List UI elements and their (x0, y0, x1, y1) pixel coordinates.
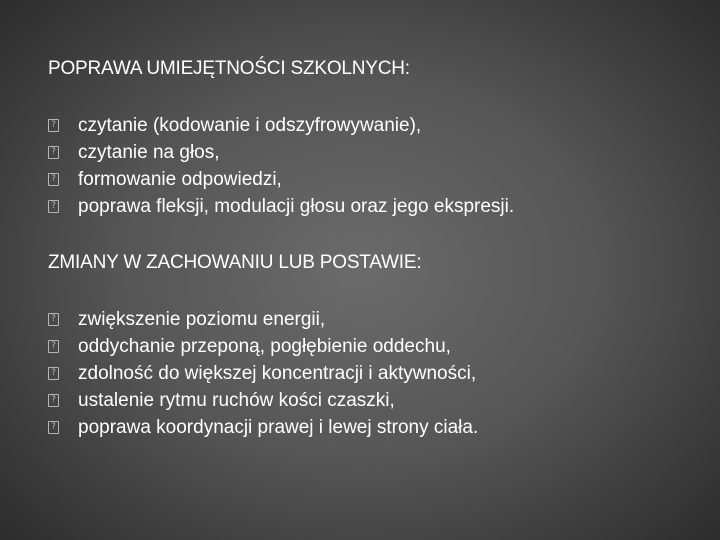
missing-glyph-box-icon (48, 421, 59, 434)
missing-glyph-box-icon (48, 340, 59, 353)
list-item-text: poprawa fleksji, modulacji głosu oraz jego ekspresji. (78, 196, 515, 217)
list-item-text: zwiększenie poziomu energii, (78, 309, 326, 330)
missing-glyph-box-icon (48, 313, 59, 326)
section-heading-skills: POPRAWA UMIEJĘTNOŚCI SZKOLNYCH: (48, 58, 410, 79)
missing-glyph-box-icon (48, 394, 59, 407)
list-item (48, 139, 514, 166)
missing-glyph-box-icon (48, 119, 59, 132)
list-item (48, 414, 478, 441)
missing-glyph-box-icon (48, 367, 59, 380)
list-item-text: oddychanie przeponą, pogłębienie oddechu, (78, 336, 451, 357)
missing-glyph-box-icon (48, 200, 59, 213)
list-item-text: poprawa koordynacji prawej i lewej strony ciała. (78, 417, 479, 438)
list-item-text: czytanie (kodowanie i odszyfrowywanie), (78, 115, 422, 136)
missing-glyph-box-icon (48, 173, 59, 186)
skills-list (48, 112, 514, 220)
list-item-text: ustalenie rytmu ruchów kości czaszki, (78, 390, 395, 411)
section-heading-behavior: ZMIANY W ZACHOWANIU LUB POSTAWIE: (48, 252, 422, 273)
list-item (48, 387, 478, 414)
list-item (48, 166, 514, 193)
list-item (48, 360, 478, 387)
list-item-text: formowanie odpowiedzi, (78, 169, 282, 190)
missing-glyph-box-icon (48, 146, 59, 159)
behavior-list (48, 306, 478, 441)
list-item (48, 112, 514, 139)
list-item (48, 333, 478, 360)
list-item (48, 306, 478, 333)
list-item-text: zdolność do większej koncentracji i aktywności, (78, 363, 477, 384)
list-item-text: czytanie na głos, (78, 142, 220, 163)
list-item (48, 193, 514, 220)
